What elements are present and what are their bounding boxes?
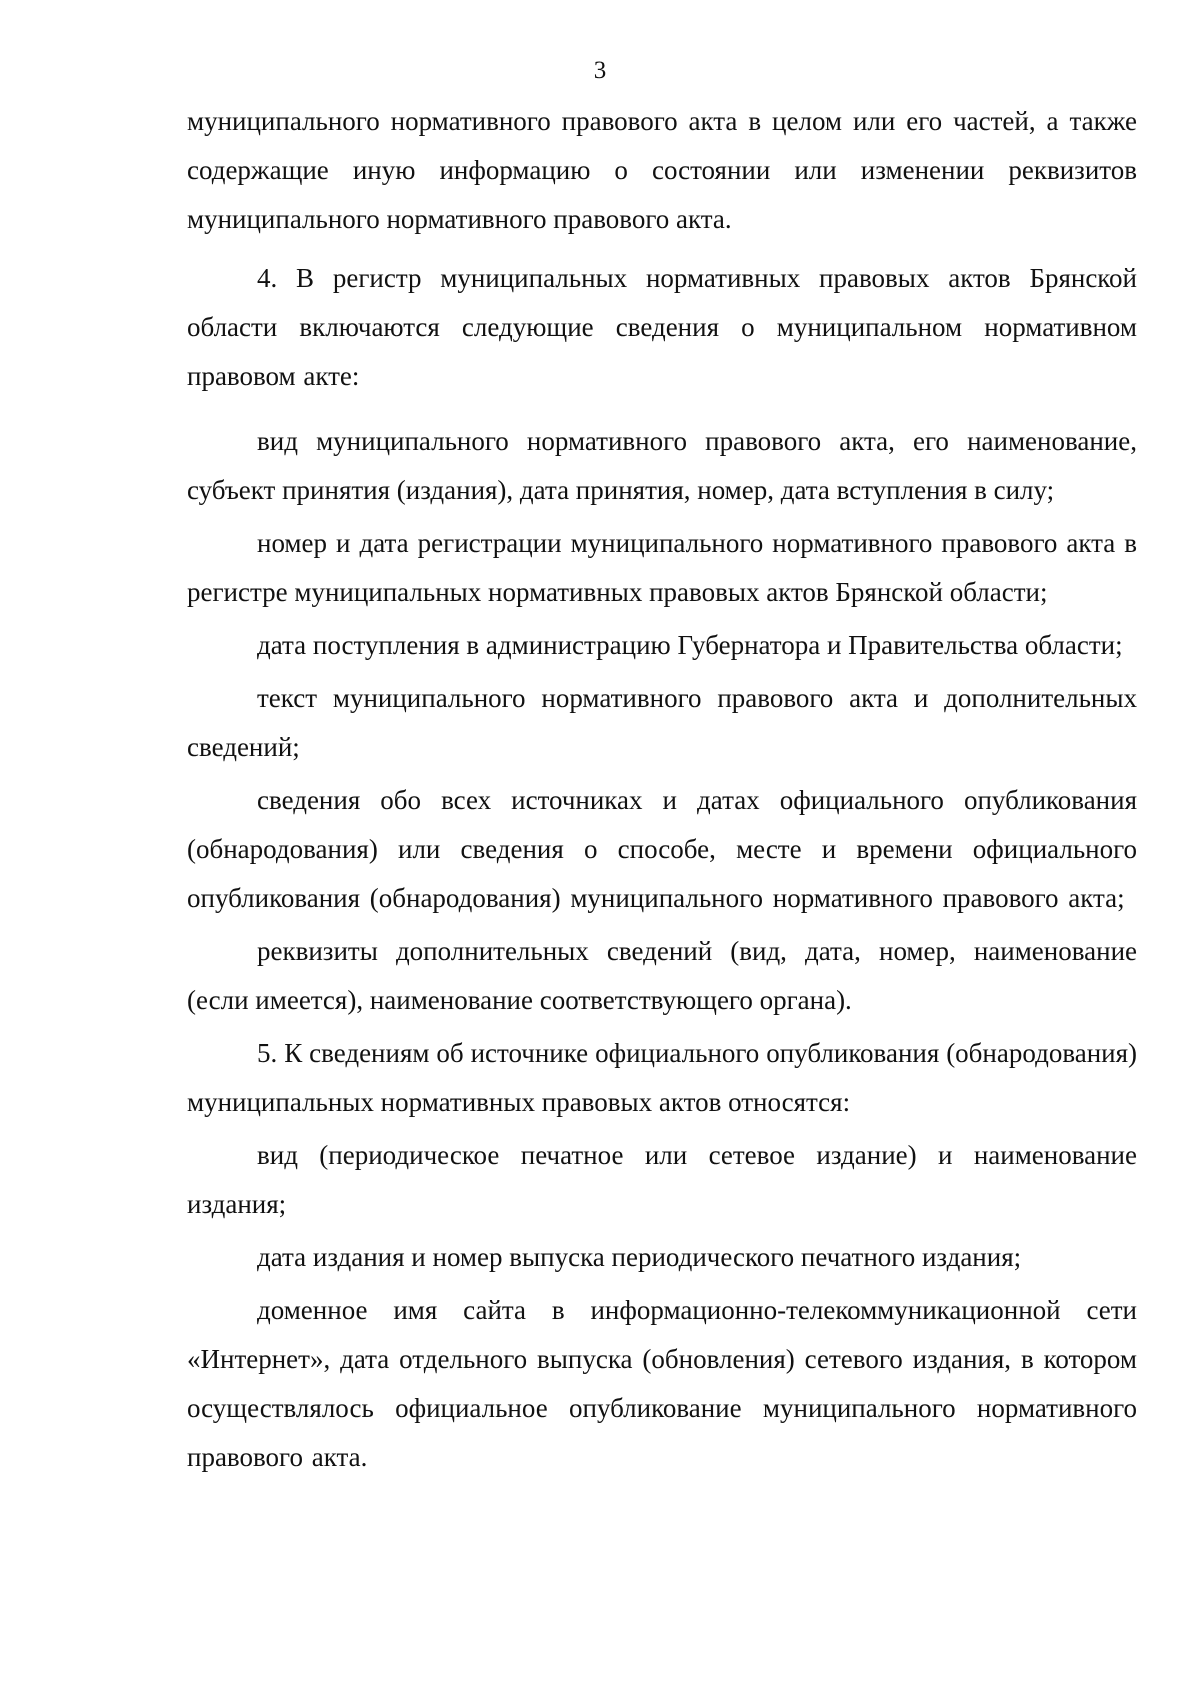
document-body [187,97,1137,1482]
paragraph-registration: номер и дата регистрации муниципального нормативного правового акта в регистре муниципальных нормативных правовых актов Брянской области; [187,528,1137,607]
paragraph-item-5: 5. К сведениям об источнике официального опубликования (обнародования) муниципальных нормативных правовых актов относятся: [187,1038,1137,1117]
paragraph-publication-sources: сведения обо всех источниках и датах официального опубликования (обнародования) или сведения о способе, месте и времени официального опубликования (обнародования) муниципального нормативного правового акта; [187,785,1137,913]
paragraph-domain-name: доменное имя сайта в информационно-телекоммуникационной сети «Интернет», дата отдельного выпуска (обновления) сетевого издания, в котором осуществлялось официальное опубликование муниципального нормативного правового акта. [187,1295,1137,1472]
paragraph-act-type: вид муниципального нормативного правового акта, его наименование, субъект принятия (издания), дата принятия, номер, дата вступления в силу; [187,426,1137,505]
paragraph-continuation: муниципального нормативного правового акта в целом или его частей, а также содержащие иную информацию о состоянии или изменении реквизитов муниципального нормативного правового акта. [187,106,1137,234]
page-number: 3 [593,57,607,84]
paragraph-edition-type: вид (периодическое печатное или сетевое издание) и наименование издания; [187,1140,1137,1219]
paragraph-receipt-date: дата поступления в администрацию Губернатора и Правительства области; [257,630,1123,660]
paragraph-text: текст муниципального нормативного правового акта и дополнительных сведений; [187,683,1137,762]
paragraph-item-4: 4. В регистр муниципальных нормативных правовых актов Брянской области включаются следующие сведения о муниципальном нормативном правовом акте: [187,263,1137,391]
paragraph-requisites: реквизиты дополнительных сведений (вид, дата, номер, наименование (если имеется), наименование соответствующего органа). [187,936,1137,1015]
paragraph-issue-date: дата издания и номер выпуска периодического печатного издания; [257,1242,1022,1272]
